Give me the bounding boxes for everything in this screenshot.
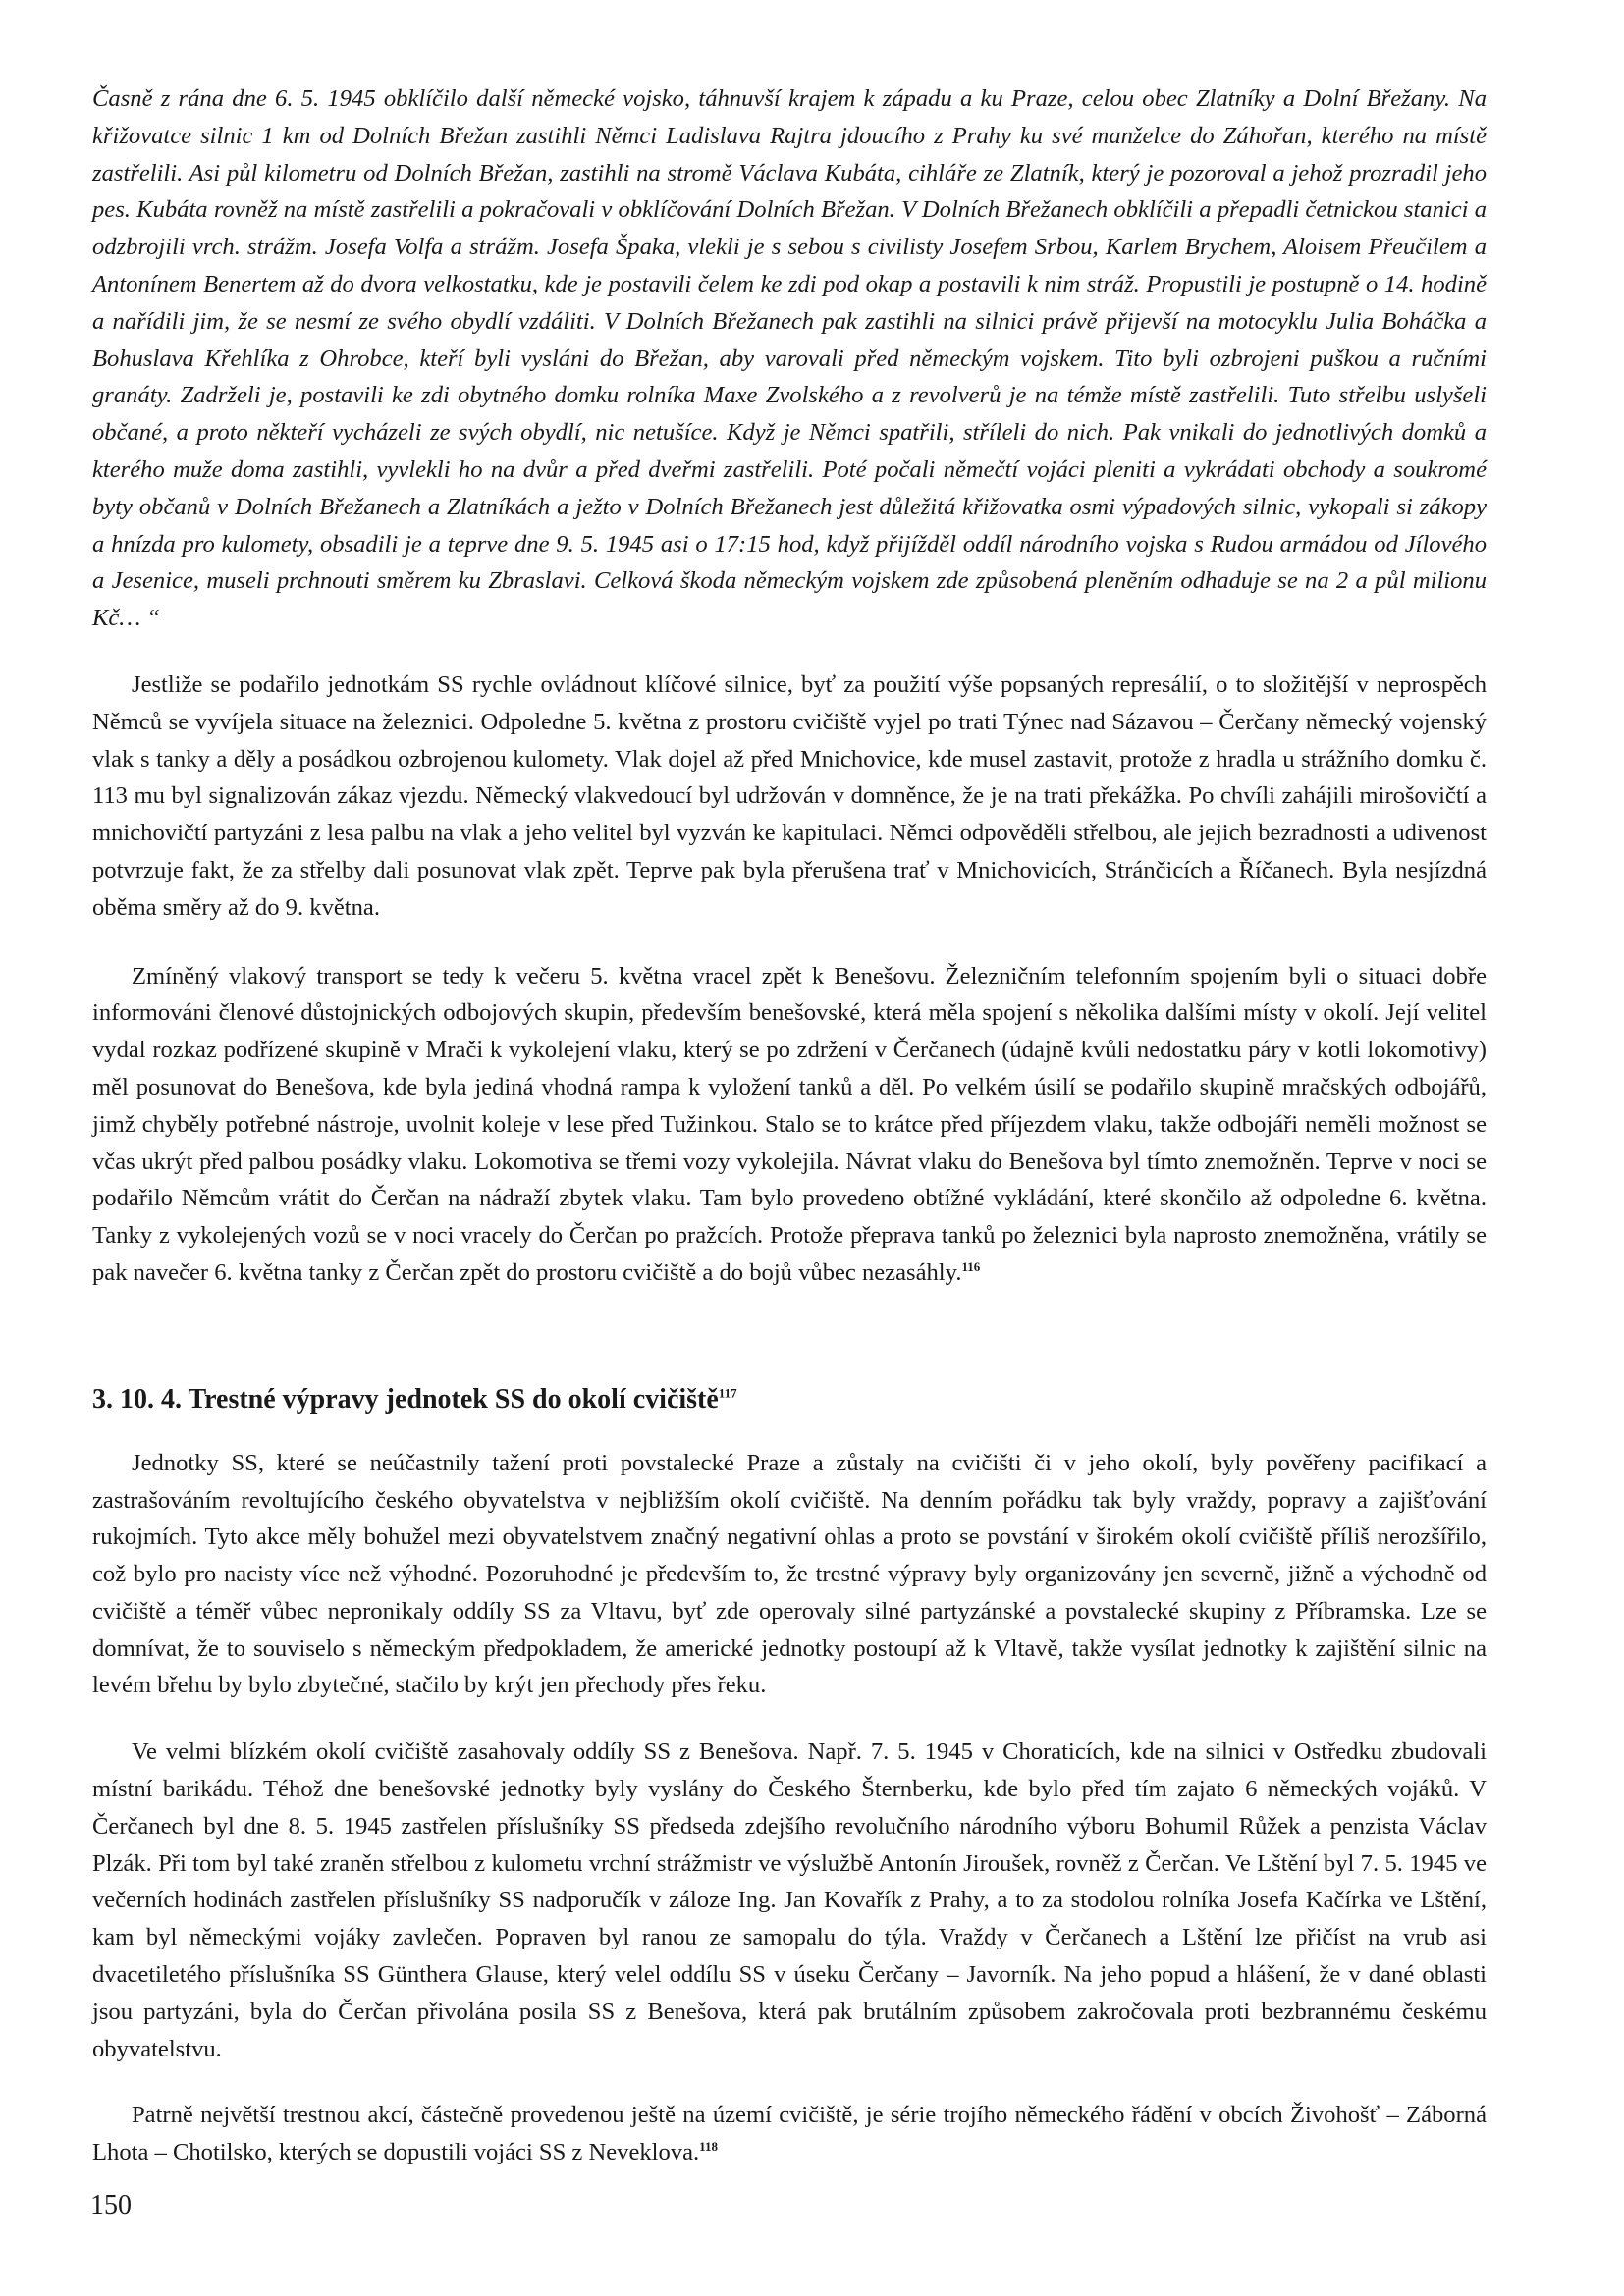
page-number: 150: [90, 2190, 132, 2220]
paragraph-text: Jednotky SS, které se neúčastnily tažení proti povstalecké Praze a zůstaly na cvičišti či v jeho okolí, byly pověřeny pacifikací a zastrašováním revoltujícího českého obyvatelstva v nejbližším okolí cvičiště. Na denním pořádku tak byly vraždy, popravy a zajišťování rukojmích. Tyto akce měly bohužel mezi obyvatelstvem značný negativní ohlas a proto se povstání v širokém okolí cvičiště příliš nerozšířilo, což bylo pro nacisty více než výhodné. Pozoruhodné je především to, že trestné výpravy byly organizovány jen severně, jižně a východně od cvičiště a téměř vůbec nepronikaly oddíly SS za Vltavu, byť zde operovaly silné partyzánské a povstalecké skupiny z Příbramska. Lze se domnívat, že to souviselo s německým předpokladem, že americké jednotky postoupí až k Vltavě, takže vysílat jednotky k zajištění silnic na levém břehu by bylo zbytečné, stačilo by krýt jen přechody přes řeku.: [92, 1449, 1487, 1699]
paragraph-benesov-units: [92, 1734, 1487, 2067]
footnote-ref-118: 118: [699, 2139, 718, 2155]
paragraph-text: Ve velmi blízkém okolí cvičiště zasahovaly oddíly SS z Benešova. Např. 7. 5. 1945 v Choraticích, kde na silnici v Ostředku zbudovali místní barikádu. Téhož dne benešovské jednotky byly vyslány do Českého Šternberku, kde bylo před tím zajato 6 německých vojáků. V Čerčanech byl dne 8. 5. 1945 zastřelen příslušníky SS předseda zdejšího revolučního národního výboru Bohumil Růžek a penzista Václav Plzák. Při tom byl také zraněn střelbou z kulometu vrchní strážmistr ve výslužbě Antonín Jiroušek, rovněž z Čerčan. Ve Lštění byl 7. 5. 1945 ve večerních hodinách zastřelen příslušníky SS nadporučík v záloze Ing. Jan Kovařík z Prahy, a to za stodolou rolníka Josefa Kačírka ve Lštění, kam byl německými vojáky zavlečen. Popraven byl ranou ze samopalu do týla. Vraždy v Čerčanech a Lštění lze přičíst na vrub asi dvacetiletého příslušníka SS Günthera Glause, který velel oddílu SS v úseku Čerčany – Javorník. Na jeho popud a hlášení, že v dané oblasti jsou partyzáni, byla do Čerčan přivolána posila SS z Benešova, která pak brutálním způsobem zakročovala proti bezbrannému českému obyvatelstvu.: [92, 1738, 1487, 2062]
quoted-testimony: [92, 80, 1487, 637]
paragraph-ss-units: [92, 1445, 1487, 1705]
quote-text: Časně z rána dne 6. 5. 1945 obklíčilo další německé vojsko, táhnuvší krajem k západu a ku Praze, celou obec Zlatníky a Dolní Břežany. Na křižovatce silnic 1 km od Dolních Břežan zastihli Němci Ladislava Rajtra jdoucího z Prahy ku své manželce do Záhořan, kterého na místě zastřelili. Asi půl kilometru od Dolních Břežan, zastihli na stromě Václava Kubáta, cihláře ze Zlatník, který je pozoroval a jehož prozradil jeho pes. Kubáta rovněž na místě zastřelili a pokračovali v obklíčování Dolních Břežan. V Dolních Břežanech obklíčili a přepadli četnickou stanici a odzbrojili vrch. strážm. Josefa Volfa a strážm. Josefa Špaka, vlekli je s sebou s civilisty Josefem Srbou, Karlem Brychem, Aloisem Přeučilem a Antonínem Benertem až do dvora velkostatku, kde je postavili čelem ke zdi pod okap a postavili k nim stráž. Propustili je postupně o 14. hodině a nařídili jim, že se nesmí ze svého obydlí vzdáliti. V Dolních Břežanech pak zastihli na silnici právě přijevší na motocyklu Julia Boháčka a Bohuslava Křehlíka z Ohrobce, kteří byli vysláni do Břežan, aby varovali před německým vojskem. Tito byli ozbrojeni puškou a ručními granáty. Zadrželi je, postavili ke zdi obytného domku rolníka Maxe Zvolského a z revolverů je na témže místě zastřelili. Tuto střelbu uslyšeli občané, a proto někteří vycházeli ze svých obydlí, nic netušíce. Když je Němci spatřili, stříleli do nich. Pak vnikali do jednotlivých domků a kterého muže doma zastihli, vyvlekli ho na dvůr a před dveřmi zastřelili. Poté počali němečtí vojáci pleniti a vykrádati obchody a soukromé byty občanů v Dolních Břežanech a Zlatníkách a ježto v Dolních Břežanech jest důležitá křižovatka osmi výpadových silnic, vykopali si zákopy a hnízda pro kulomety, obsadili je a teprve dne 9. 5. 1945 asi o 17:15 hod, když přijížděl oddíl národního vojska s Rudou armádou od Jílového a Jesenice, museli prchnouti směrem ku Zbraslavi. Celková škoda německým vojskem zde způsobená plenĕním odhaduje se na 2 a půl milionu Kč… “: [92, 85, 1487, 632]
paragraph-train-derailment: [92, 958, 1487, 1292]
paragraph-text: Patrně největší trestnou akcí, částečně provedenou ještě na území cvičiště, je série trojího německého řádění v obcích Živohošť – Záborná Lhota – Chotilsko, kterých se dopustili vojáci SS z Neveklova.: [92, 2102, 1487, 2166]
section-heading-text: 3. 10. 4. Trestné výpravy jednotek SS do okolí cvičiště: [92, 1383, 719, 1415]
paragraph-punitive-action: [92, 2097, 1487, 2171]
paragraph-text: Zmíněný vlakový transport se tedy k večeru 5. května vracel zpět k Benešovu. Železničním telefonním spojením byli o situaci dobře informováni členové důstojnických odbojových skupin, především benešovské, která měla spojení s několika dalšími místy v okolí. Její velitel vydal rozkaz podřízené skupině v Mrači k vykolejení vlaku, který se po zdržení v Čerčanech (údajně kvůli nedostatku páry v kotli lokomotivy) měl posunovat do Benešova, kde byla jediná vhodná rampa k vyložení tanků a děl. Po velkém úsilí se podařilo skupině mračských odbojářů, jimž chyběly potřebné nástroje, uvolnit koleje v lese před Tužinkou. Stalo se to krátce před příjezdem vlaku, takže odbojáři neměli možnost se včas ukrýt před palbou posádky vlaku. Lokomotiva se třemi vozy vykolejila. Návrat vlaku do Benešova byl tímto znemožněn. Teprve v noci se podařilo Němcům vrátit do Čerčan na nádraží zbytek vlaku. Tam bylo provedeno obtížné vykládání, které skončilo až odpoledne 6. května. Tanky z vykolejených vozů se v noci vracely do Čerčan po pražcích. Protože přeprava tanků po železnici byla naprosto znemožněna, vrátily se pak navečer 6. května tanky z Čerčan zpět do prostoru cvičiště a do bojů vůbec nezasáhly.: [92, 962, 1487, 1286]
footnote-ref-116: 116: [961, 1258, 981, 1274]
section-heading: [92, 1382, 1487, 1417]
paragraph-text: Jestliže se podařilo jednotkám SS rychle ovládnout klíčové silnice, byť za použití výše popsaných represálií, o to složitější v neprospěch Němců se vyvíjela situace na železnici. Odpoledne 5. května z prostoru cvičiště vyjel po trati Týnec nad Sázavou – Čerčany německý vojenský vlak s tanky a děly a posádkou ozbrojenou kulomety. Vlak dojel až před Mnichovice, kde musel zastavit, protože z hradla u strážního domku č. 113 mu byl signalizován zákaz vjezdu. Německý vlakvedoucí byl udržován v domněnce, že je na trati překážka. Po chvíli zahájili mirošovičtí a mnichovičtí partyzáni z lesa palbu na vlak a jeho velitel byl vyzván ke kapitulaci. Němci odpověděli střelbou, ale jejich bezradnosti a udivenost potvrzuje fakt, že za střelby dali posunovat vlak zpět. Teprve pak byla přerušena trať v Mnichovicích, Stránčicích a Říčanech. Byla nesjízdná oběma směry až do 9. května.: [92, 670, 1487, 921]
footnote-ref-117: 117: [718, 1385, 737, 1401]
page-body: [92, 80, 1487, 2171]
paragraph-railway-situation: [92, 667, 1487, 927]
